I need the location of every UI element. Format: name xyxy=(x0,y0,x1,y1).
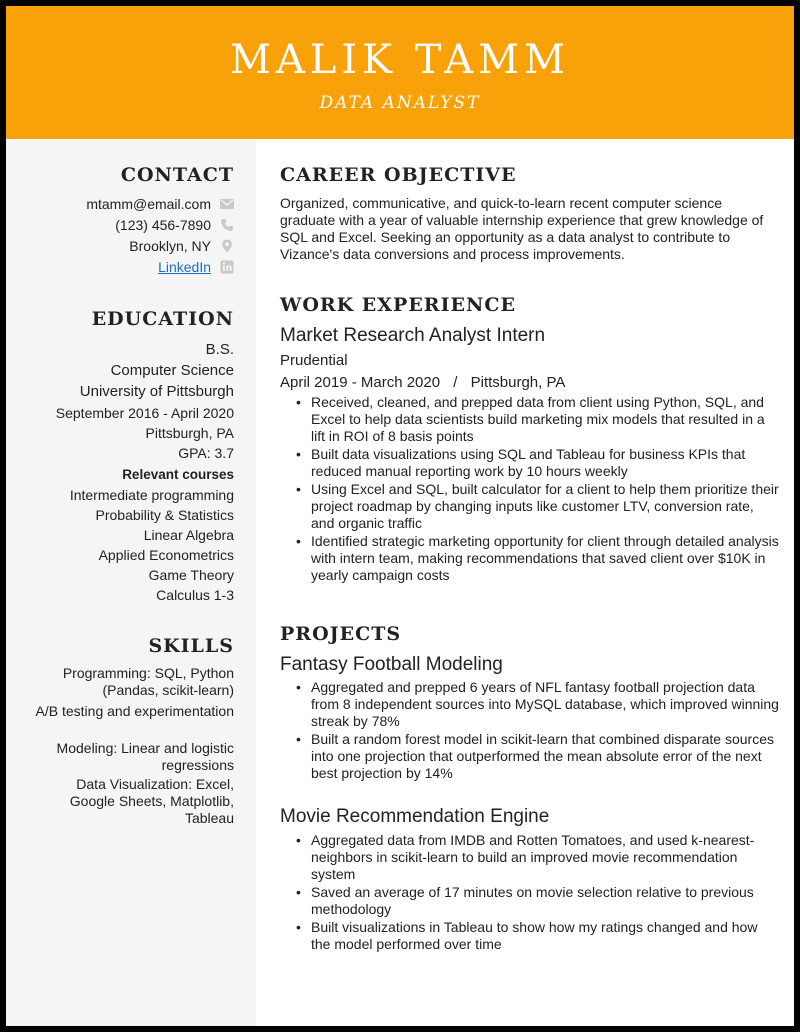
contact-email xyxy=(86,194,234,214)
skill-item: Programming: SQL, Python (Pandas, scikit-learn) xyxy=(62,665,234,698)
course-item: Applied Econometrics xyxy=(98,547,234,563)
course-item: Game Theory xyxy=(148,567,234,583)
project-bullets xyxy=(280,832,780,954)
location-pin-icon xyxy=(220,239,234,253)
job-bullets xyxy=(280,394,780,585)
location-text: Brooklyn, NY xyxy=(129,238,211,254)
envelope-icon xyxy=(220,197,234,211)
list-item: • Aggregated and prepped 6 years of NFL fantasy football projection data from 8 independent sources into MySQL database, which improved winning streak by 78% xyxy=(280,679,780,730)
course-item: Probability & Statistics xyxy=(95,507,234,523)
education-gpa: GPA: 3.7 xyxy=(178,445,234,461)
phone-icon xyxy=(220,218,234,232)
main-content xyxy=(256,139,794,1026)
list-item: • Built a random forest model in scikit-learn that combined disparate sources into one projection that outperformed the mean absolute error of the next best projection by 14% xyxy=(280,731,780,782)
contact-linkedin xyxy=(158,257,234,277)
list-item: • Built data visualizations using SQL and Tableau for business KPIs that reduced manual reporting work by 10 hours weekly xyxy=(280,446,780,480)
skill-item: A/B testing and experimentation xyxy=(35,703,234,719)
linkedin-icon xyxy=(220,260,234,274)
course-item: Intermediate programming xyxy=(69,487,234,503)
list-item: • Identified strategic marketing opportunity for client through detailed analysis with intern team, making recommendations that saved client over $10K in yearly campaign costs xyxy=(280,533,780,584)
education-degree: B.S. xyxy=(205,341,234,358)
education-location: Pittsburgh, PA xyxy=(145,425,234,441)
candidate-name: MALIK TAMM xyxy=(229,37,571,83)
resume-page xyxy=(6,6,794,1026)
list-item: • Using Excel and SQL, built calculator for a client to help them prioritize their project roadmap by changing inputs like customer LTV, conversion rate, and organic traffic xyxy=(280,481,780,532)
course-item: Calculus 1-3 xyxy=(156,587,234,603)
objective-text: Organized, communicative, and quick-to-learn recent computer science graduate with a year of valuable internship experience that grew knowledge of SQL and Excel. Seeking an opportunity as a data analyst to contribute to Vizance's data conversions and process improvements. xyxy=(280,195,764,262)
job-title: Market Research Analyst Intern xyxy=(280,325,546,346)
education-major: Computer Science xyxy=(110,362,234,379)
contact-title: CONTACT xyxy=(120,164,234,186)
skill-item: Data Visualization: Excel, Google Sheets, Matplotlib, Tableau xyxy=(69,776,234,826)
job-dates-line xyxy=(280,373,565,393)
skill-item: Modeling: Linear and logistic regressions xyxy=(56,740,234,773)
project-bullets xyxy=(280,679,780,783)
project-name: Movie Recommendation Engine xyxy=(280,806,550,827)
relevant-courses-title: Relevant courses xyxy=(122,467,234,482)
linkedin-link[interactable]: LinkedIn xyxy=(158,259,211,275)
contact-location xyxy=(129,236,234,256)
education-school: University of Pittsburgh xyxy=(79,383,234,400)
list-item: • Aggregated data from IMDB and Rotten Tomatoes, and used k-nearest-neighbors in scikit-learn to build an improved movie recommendation system xyxy=(280,832,780,883)
phone-text: (123) 456-7890 xyxy=(115,217,211,233)
job-separator: / xyxy=(453,374,458,391)
resume-header xyxy=(6,6,794,139)
sidebar xyxy=(6,139,256,1026)
list-item: • Received, cleaned, and prepped data from client using Python, SQL, and Excel to help data scientists build marketing mix models that resulted in a lift in ROI of 8 basis points xyxy=(280,394,780,445)
job-dates: April 2019 - March 2020 xyxy=(280,374,441,391)
projects-title: PROJECTS xyxy=(280,623,402,645)
candidate-role: DATA ANALYST xyxy=(319,93,481,113)
list-item: • Saved an average of 17 minutes on movie selection relative to previous methodology xyxy=(280,884,780,918)
course-item: Linear Algebra xyxy=(143,527,234,543)
education-dates: September 2016 - April 2020 xyxy=(55,405,234,421)
objective-title: CAREER OBJECTIVE xyxy=(280,164,517,186)
experience-title: WORK EXPERIENCE xyxy=(280,294,516,316)
job-company: Prudential xyxy=(280,352,348,369)
contact-phone xyxy=(115,215,234,235)
skills-title: SKILLS xyxy=(148,635,234,657)
list-item: • Built visualizations in Tableau to show how my ratings changed and how the model performed over time xyxy=(280,919,780,953)
project-name: Fantasy Football Modeling xyxy=(280,654,503,675)
email-text: mtamm@email.com xyxy=(86,196,211,212)
job-location: Pittsburgh, PA xyxy=(470,374,566,391)
education-title: EDUCATION xyxy=(91,308,234,330)
